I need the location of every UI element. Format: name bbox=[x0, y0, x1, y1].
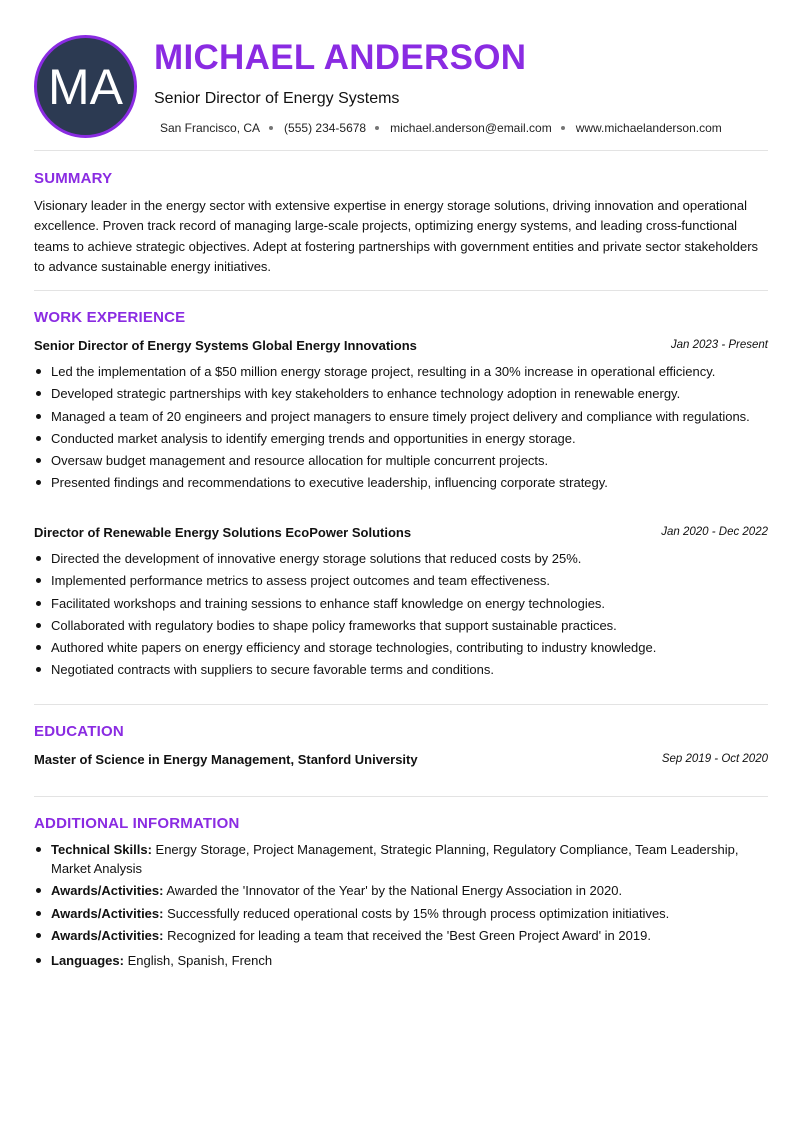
item-text: Energy Storage, Project Management, Strategic Planning, Regulatory Compliance, Team Leadership, Market Analysis bbox=[51, 842, 739, 876]
resume-header bbox=[34, 35, 768, 139]
separator-dot bbox=[269, 126, 273, 130]
item-label: Languages: bbox=[51, 952, 124, 968]
job-bullet-list bbox=[34, 362, 768, 496]
separator-dot bbox=[375, 126, 379, 130]
candidate-name: MICHAEL ANDERSON bbox=[154, 38, 527, 77]
section-divider bbox=[34, 796, 768, 797]
summary-text: Visionary leader in the energy sector with extensive expertise in energy storage solutions, driving innovation and operational excellence. Proven track record of managing large-scale projects, optimizing energy systems, and leading cross-functional teams to achieve strategic objectives. Adept at fostering partnerships with government entities and private sector stakeholders to advance sustainable energy initiatives. bbox=[34, 198, 759, 274]
candidate-title: Senior Director of Energy Systems bbox=[154, 90, 400, 107]
item-text: English, Spanish, French bbox=[123, 952, 273, 968]
contact-location: San Francisco, CA bbox=[160, 121, 261, 135]
section-divider bbox=[34, 290, 768, 291]
item-label: Awards/Activities: bbox=[51, 927, 164, 943]
job-date: Jan 2023 - Present bbox=[670, 339, 768, 351]
list-item: Negotiated contracts with suppliers to secure favorable terms and conditions. bbox=[34, 660, 768, 679]
job-bullet-list bbox=[34, 549, 768, 683]
education-date: Sep 2019 - Oct 2020 bbox=[661, 753, 768, 765]
list-item bbox=[34, 904, 768, 923]
list-item: Presented findings and recommendations to executive leadership, influencing corporate strategy. bbox=[34, 473, 768, 492]
list-item: Oversaw budget management and resource allocation for multiple concurrent projects. bbox=[34, 451, 768, 470]
education-entry bbox=[34, 752, 768, 770]
list-item bbox=[34, 926, 768, 945]
list-item: Collaborated with regulatory bodies to shape policy frameworks that support sustainable practices. bbox=[34, 616, 768, 635]
additional-heading: ADDITIONAL INFORMATION bbox=[34, 815, 240, 832]
list-item: Developed strategic partnerships with key stakeholders to enhance technology adoption in renewable energy. bbox=[34, 384, 768, 403]
separator-dot bbox=[561, 126, 565, 130]
list-item: Facilitated workshops and training sessions to enhance staff knowledge on energy technologies. bbox=[34, 594, 768, 613]
avatar: MA bbox=[34, 35, 137, 138]
list-item: Conducted market analysis to identify emerging trends and opportunities in energy storage. bbox=[34, 429, 768, 448]
education-heading: EDUCATION bbox=[34, 723, 124, 740]
item-label: Awards/Activities: bbox=[51, 883, 164, 899]
summary-heading: SUMMARY bbox=[34, 170, 113, 187]
item-text: Successfully reduced operational costs by 15% through process optimization initiatives. bbox=[163, 905, 670, 921]
list-item: Managed a team of 20 engineers and project managers to ensure timely project delivery and compliance with regulations. bbox=[34, 407, 768, 426]
section-divider bbox=[34, 704, 768, 705]
item-text: Awarded the 'Innovator of the Year' by the National Energy Association in 2020. bbox=[163, 883, 623, 899]
contact-website[interactable]: www.michaelanderson.com bbox=[575, 121, 722, 135]
contact-email[interactable]: michael.anderson@email.com bbox=[390, 121, 552, 135]
degree-title: Master of Science in Energy Management, Stanford University bbox=[34, 752, 418, 767]
item-text: Recognized for leading a team that received the 'Best Green Project Award' in 2019. bbox=[163, 927, 651, 943]
job-title: Senior Director of Energy Systems Global Energy Innovations bbox=[34, 338, 417, 353]
contact-phone: (555) 234-5678 bbox=[284, 121, 367, 135]
list-item bbox=[34, 881, 768, 900]
item-label: Technical Skills: bbox=[51, 842, 152, 857]
section-divider bbox=[34, 150, 768, 151]
list-item: Implemented performance metrics to assess project outcomes and team effectiveness. bbox=[34, 571, 768, 590]
item-label: Awards/Activities: bbox=[51, 905, 164, 921]
job-title: Director of Renewable Energy Solutions EcoPower Solutions bbox=[34, 525, 412, 540]
additional-info-list bbox=[34, 840, 768, 973]
list-item: Authored white papers on energy efficiency and storage technologies, contributing to industry knowledge. bbox=[34, 638, 768, 657]
list-item bbox=[34, 951, 768, 970]
job-entry-header bbox=[34, 525, 768, 543]
list-item: Led the implementation of a $50 million energy storage project, resulting in a 30% increase in operational efficiency. bbox=[34, 362, 768, 381]
job-date: Jan 2020 - Dec 2022 bbox=[661, 526, 768, 538]
list-item: Directed the development of innovative energy storage solutions that reduced costs by 25%. bbox=[34, 549, 768, 568]
list-item bbox=[34, 840, 768, 878]
experience-heading: WORK EXPERIENCE bbox=[34, 309, 186, 326]
contact-info bbox=[160, 121, 722, 135]
job-entry-header bbox=[34, 338, 768, 356]
